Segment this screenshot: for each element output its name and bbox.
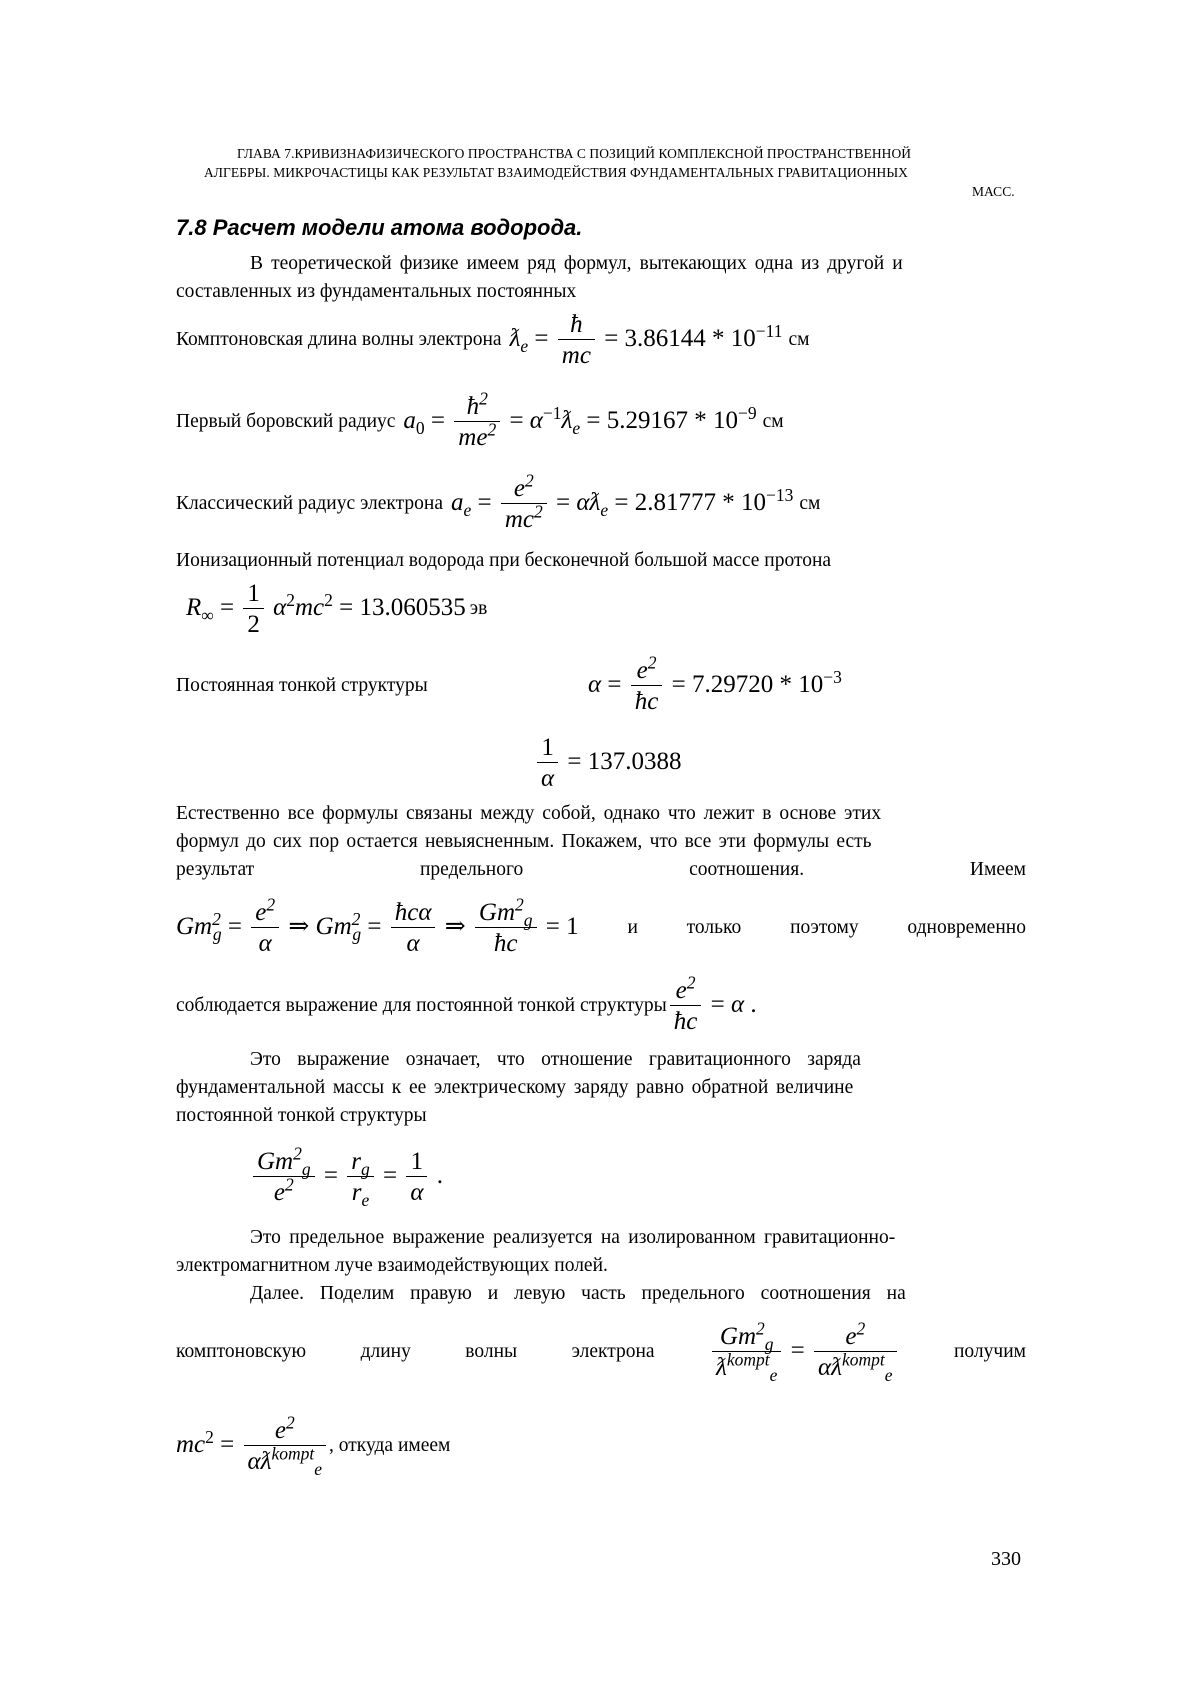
- paragraph-3-line-2: фундаментальной массы к ее электрическому заряду равно обратной величине: [176, 1077, 854, 1098]
- running-header-line-2: АЛГЕБРЫ. МИКРОЧАСТИЦЫ КАК РЕЗУЛЬТАТ ВЗАИМОДЕЙСТВИЯ ФУНДАМЕНТАЛЬНЫХ ГРАВИТАЦИОННЫХ: [204, 165, 908, 180]
- formula-rest-energy: [176, 1400, 450, 1492]
- paragraph-2-line-3: [176, 856, 1026, 884]
- formula-bohr-math: $a_0$ = $\frac{ħ^2}{me^2}$ = $\alpha^{-1}ƛ_e = 5.29167 * 10^{-9}$: [403, 388, 757, 451]
- formula-bohr: [176, 384, 784, 460]
- paragraph-4-line-1: Это предельное выражение реализуется на изолированном гравитационно-: [250, 1227, 896, 1248]
- formula-ratio-math: $\frac{Gm^2_g}{e^2}$ = $\frac{r_g}{r_e}$ = $\frac{1}{\alpha}$ .: [250, 1148, 443, 1207]
- section-title: 7.8 Расчет модели атома водорода.: [176, 215, 583, 240]
- ionization-unit: эв: [469, 598, 488, 619]
- formula-classical: [176, 466, 820, 542]
- paragraph-5-line-1: Далее. Поделим правую и левую часть предельного соотношения на: [250, 1283, 906, 1304]
- ionization-label: Ионизационный потенциал водорода при бесконечной большой массе протона: [176, 550, 832, 571]
- paragraph-3-line-3: постоянной тонкой структуры: [176, 1105, 427, 1126]
- bohr-label: Первый боровский радиус: [176, 411, 396, 432]
- formula-limiting-relation: [176, 886, 1026, 970]
- word-limiting: предельного: [420, 859, 524, 880]
- formula-ionization-math: $R_\infty$ = $\frac{1}{2}$ $\alpha^2mc^2 = 13.060535$: [186, 579, 466, 638]
- formula-observed: [176, 968, 757, 1044]
- observed-text: соблюдается выражение для постоянной тонкой структуры: [176, 995, 667, 1016]
- paragraph-4-line-2: электромагнитном луче взаимодействующих полей.: [176, 1255, 608, 1276]
- formula-rest-energy-math: $mc^2$ = $\frac{e^2}{\alpha ƛ^{kompt}_e}$: [176, 1417, 329, 1476]
- running-header-line-1: ГЛАВА 7.КРИВИЗНАФИЗИЧЕСКОГО ПРОСТРАНСТВА С ПОЗИЦИЙ КОМПЛЕКСНОЙ ПРОСТРАНСТВЕННОЙ: [237, 146, 912, 161]
- compton-label: Комптоновская длина волны электрона: [176, 329, 502, 350]
- paragraph-3-line-1: Это выражение означает, что отношение гравитационного заряда: [250, 1049, 861, 1070]
- formula-ionization: [186, 574, 487, 644]
- ionization-value: = 13.060535: [339, 593, 466, 621]
- formula-observed-math: $\frac{e^2}{ħc}$ = α .: [667, 977, 757, 1036]
- bohr-exponent: −9: [738, 402, 757, 423]
- fine-structure-exponent: −3: [823, 666, 842, 687]
- formula-divided-math: $\frac{Gm^2_g}{ƛ^{kompt}_e}$ = $\frac{e^2}{\alpha ƛ^{kompt}_e}$: [709, 1323, 900, 1382]
- classical-value: = 2.81777 * 10: [614, 488, 766, 516]
- compton-exponent: −11: [755, 320, 783, 341]
- formula-limiting-math: $Gm^2_g$ = $\frac{e^2}{\alpha}$ ⇒ $Gm^2_g$ = $\frac{\text{ħcα}}{\alpha}$ ⇒ $\frac{Gm^2_g}{ħc}$ = 1: [176, 894, 579, 957]
- formula-fine-structure: [588, 648, 842, 724]
- word-result: результат: [176, 859, 255, 880]
- paragraph-2-line-2: формул до сих пор остается невыясненным. Покажем, что все эти формулы есть: [176, 831, 872, 852]
- word-electron: электрона: [571, 1341, 655, 1362]
- formula-fine-structure-math: α = $\frac{e^2}{ħc}$ = $7.29720 * 10^{-3}$: [588, 652, 842, 715]
- word-obtain: получим: [954, 1341, 1026, 1362]
- paragraph-2-line-1: Естественно все формулы связаны между собой, однако что лежит в основе этих: [176, 803, 882, 824]
- formula-ratio: [250, 1132, 443, 1222]
- formula-classical-math: $a_e$ = $\frac{e^2}{mc^2}$ = $\alpha ƛ_e = 2.81777 * 10^{-13}$: [450, 470, 794, 533]
- intro-line-1: В теоретической физике имеем ряд формул, вытекающих одна из другой и: [250, 253, 903, 274]
- word-wave: волны: [465, 1341, 518, 1362]
- whence-text: , откуда имеем: [329, 1435, 451, 1456]
- word-therefore: поэтому: [790, 917, 859, 938]
- formula-inverse-alpha: [534, 728, 681, 798]
- fine-structure-label: Постоянная тонкой структуры: [176, 675, 428, 696]
- classical-label: Классический радиус электрона: [176, 493, 443, 514]
- word-we-have: Имеем: [969, 859, 1026, 880]
- word-only: только: [686, 917, 742, 938]
- word-compton: комптоновскую: [176, 1341, 307, 1362]
- word-relation: соотношения.: [689, 859, 805, 880]
- intro-line-2: составленных из фундаментальных постоянных: [176, 281, 577, 302]
- formula-compton: [176, 305, 810, 375]
- inverse-alpha-value: = 137.0388: [567, 747, 682, 775]
- word-and: и: [627, 917, 638, 938]
- classical-unit: см: [799, 493, 821, 514]
- classical-exponent: −13: [765, 484, 794, 505]
- formula-inverse-alpha-math: $\frac{1}{\alpha}$ = 137.0388: [534, 734, 681, 793]
- page-number: 330: [991, 1548, 1021, 1570]
- compton-value: = 3.86144 * 10: [604, 324, 756, 352]
- paragraph-5-line-2: [176, 1306, 1026, 1398]
- compton-unit: см: [788, 329, 810, 350]
- word-simultaneously: одновременно: [907, 917, 1026, 938]
- fine-structure-value: = 7.29720 * 10: [671, 670, 824, 698]
- word-length: длину: [360, 1341, 411, 1362]
- formula-compton-math: $ƛ_e$ = $\frac{ħ}{mc}$ = $3.86144 * 10^{-11}$: [509, 310, 783, 369]
- bohr-value: = 5.29167 * 10: [586, 406, 739, 434]
- running-header-line-3: МАСС.: [972, 184, 1015, 199]
- bohr-unit: см: [762, 411, 784, 432]
